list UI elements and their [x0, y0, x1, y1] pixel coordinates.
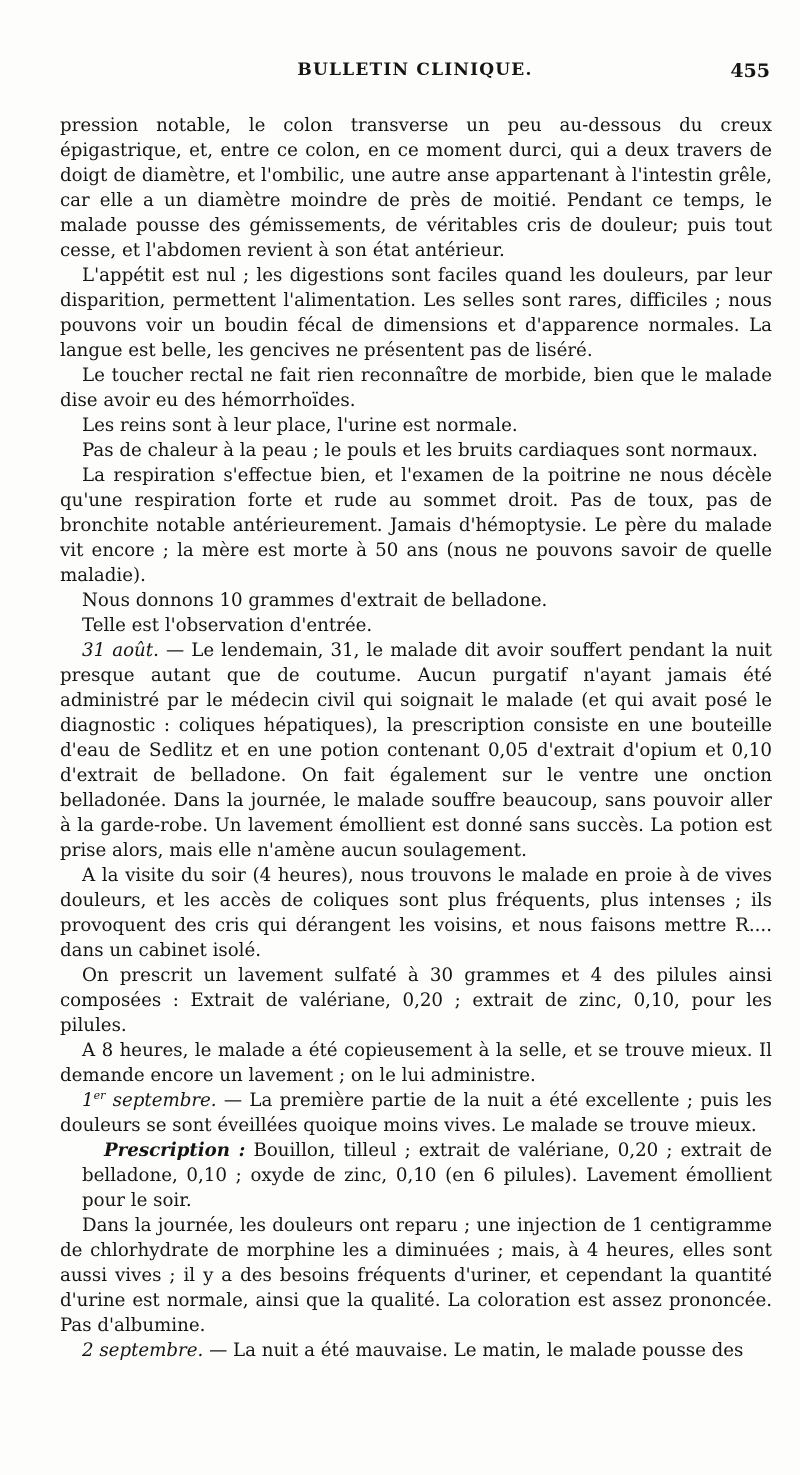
paragraph-3: Le toucher rectal ne fait rien reconnaître de morbide, bien que le malade dise avoir eu des hémorrhoïdes. — [60, 365, 772, 411]
body-text — [60, 113, 772, 1363]
entry-date: 1er septembre. — [82, 1088, 217, 1111]
entry-date: 31 août. — [82, 640, 159, 661]
entry-date: 2 septembre. — [82, 1340, 204, 1361]
prescription-label: Prescription : — [104, 1140, 246, 1161]
paragraph-2: L'appétit est nul ; les digestions sont faciles quand les douleurs, par leur disparition, permettent l'alimentation. Les selles sont rares, difficiles ; nous pouvons voir un boudin fécal de dimensions et d'apparence normales. La langue est belle, les gencives ne présentent pas de liséré. — [60, 265, 772, 361]
paragraph-7: Nous donnons 10 grammes d'extrait de belladone. — [82, 590, 548, 611]
paragraph-5: Pas de chaleur à la peau ; le pouls et les bruits cardiaques sont normaux. — [82, 440, 758, 461]
paragraph-4: Les reins sont à leur place, l'urine est normale. — [82, 415, 518, 436]
running-title: BULLETIN CLINIQUE. — [297, 60, 533, 80]
entry-31-aout: 31 août. — Le lendemain, 31, le malade dit avoir souffert pendant la nuit presque autant que de coutume. Aucun purgatif n'ayant jamais été administré par le médecin civil qui soignait le malade (et qui avait posé le diagnostic : coliques hépatiques), la prescription consiste en une bouteille d'eau de Sedlitz et en une potion contenant 0,05 d'extrait d'opium et 0,10 d'extrait de belladone. On fait également sur le ventre une onction belladonée. Dans la journée, le malade souffre beaucoup, sans pouvoir aller à la garde-robe. Un lavement émollient est donné sans succès. La potion est prise alors, mais elle n'amène aucun soulagement. — [60, 640, 772, 861]
entry-1-septembre: 1er septembre. — La première partie de la nuit a été excellente ; puis les douleurs se sont éveillées quoique moins vives. Le malade se trouve mieux. — [60, 1088, 772, 1136]
entry-2-septembre: 2 septembre. — La nuit a été mauvaise. Le matin, le malade pousse des — [82, 1340, 744, 1361]
paragraph-6: La respiration s'effectue bien, et l'examen de la poitrine ne nous décèle qu'une respiration forte et rude au sommet droit. Pas de toux, pas de bronchite notable antérieurement. Jamais d'hémoptysie. Le père du malade vit encore ; la mère est morte à 50 ans (nous ne pouvons savoir de quelle maladie). — [60, 465, 772, 586]
paragraph-1: pression notable, le colon transverse un peu au-dessous du creux épigastrique, et, entre ce colon, en ce moment durci, qui a deux travers de doigt de diamètre, et l'ombilic, une autre anse appartenant à l'intestin grêle, car elle a un diamètre moindre de près de moitié. Pendant ce temps, le malade pousse des gémissements, de véritables cris de douleur; puis tout cesse, et l'abdomen revient à son état antérieur. — [60, 115, 772, 261]
paragraph-15: Dans la journée, les douleurs ont reparu ; une injection de 1 centigramme de chlorhydrate de morphine les a diminuées ; mais, à 4 heures, elles sont aussi vives ; il y a des besoins fréquents d'uriner, et cependant la quantité d'urine est normale, ainsi que la qualité. La coloration est assez prononcée. Pas d'albumine. — [60, 1215, 772, 1336]
paragraph-10: A la visite du soir (4 heures), nous trouvons le malade en proie à de vives douleurs, et les accès de coliques sont plus fréquents, plus intenses ; ils provoquent des cris qui dérangent les voisins, et nous faisons mettre R.... dans un cabinet isolé. — [60, 865, 772, 961]
prescription-block: Prescription : Bouillon, tilleul ; extrait de valériane, 0,20 ; extrait de belladone, 0,10 ; oxyde de zinc, 0,10 (en 6 pilules). Lavement émollient pour le soir. — [82, 1140, 773, 1211]
page-number: 455 — [730, 60, 770, 82]
paragraph-11: On prescrit un lavement sulfaté à 30 grammes et 4 des pilules ainsi composées : Extrait de valériane, 0,20 ; extrait de zinc, 0,10, pour les pilules. — [60, 965, 772, 1036]
paragraph-8: Telle est l'observation d'entrée. — [82, 615, 373, 636]
running-head — [60, 60, 770, 94]
paragraph-12: A 8 heures, le malade a été copieusement à la selle, et se trouve mieux. Il demande encore un lavement ; on le lui administre. — [60, 1040, 772, 1086]
